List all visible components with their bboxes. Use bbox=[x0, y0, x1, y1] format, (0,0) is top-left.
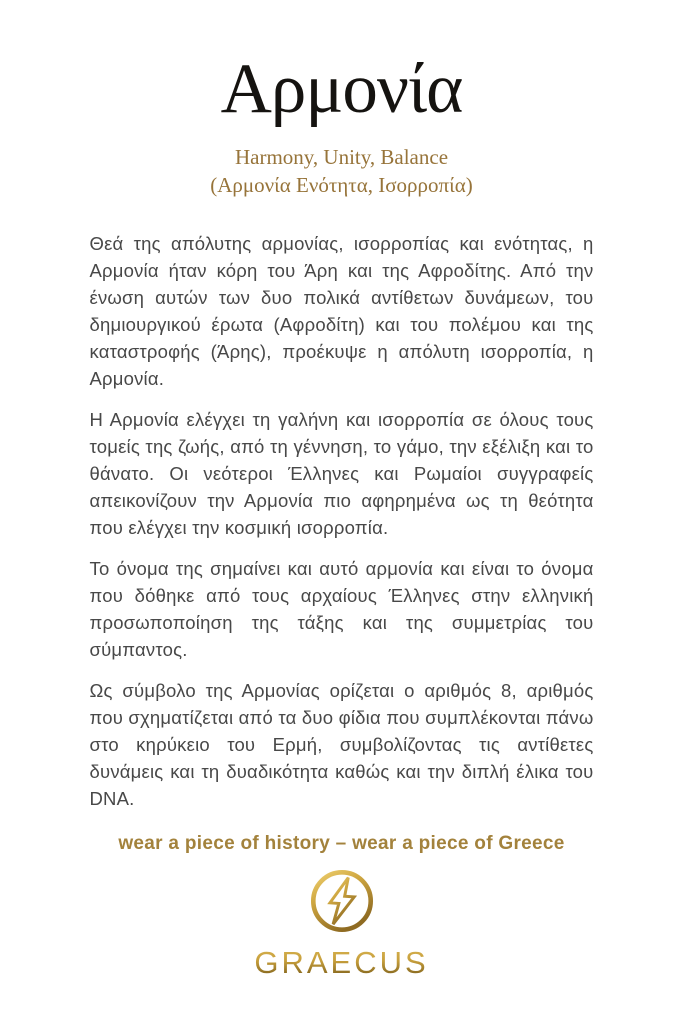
page-title: Αρμονία bbox=[220, 50, 463, 128]
footer bbox=[0, 833, 683, 981]
header bbox=[0, 0, 683, 199]
lightning-bolt-icon bbox=[309, 868, 375, 934]
body-paragraph-origin: Θεά της απόλυτης αρμονίας, ισορροπίας και ενότητας, η Αρμονία ήταν κόρη του Άρη και της Αφροδίτης. Από την ένωση αυτών των δυο πολικά αντίθετων δυνάμεων, του δημιουργικού έρωτα (Αφροδίτη) και του πολέμου και της καταστροφής (Άρης), προέκυψε η απόλυτη ισορροπία, η Αρμονία. bbox=[89, 232, 594, 389]
subtitle-english: Harmony, Unity, Balance bbox=[234, 144, 449, 169]
brand-tagline: wear a piece of history – wear a piece of Greece bbox=[118, 832, 565, 854]
subtitle-greek: (Αρμονία Ενότητα, Ισορροπία) bbox=[210, 172, 473, 197]
body-paragraph-name-meaning: Το όνομα της σημαίνει και αυτό αρμονία και είναι το όνομα που δόθηκε από τους αρχαίους Έλληνες στην ελληνική προσωποποίηση της τάξης και της συμμετρίας του σύμπαντος. bbox=[89, 557, 594, 660]
brand-logo bbox=[0, 868, 683, 981]
subtitle-block bbox=[0, 143, 683, 199]
brand-name: GRAECUS bbox=[254, 944, 429, 980]
description-text bbox=[90, 230, 594, 812]
body-paragraph-domain: Η Αρμονία ελέγχει τη γαλήνη και ισορροπία σε όλους τους τομείς της ζωής, από τη γέννηση, το γάμο, την εξέλιξη και το θάνατο. Οι νεότεροι Έλληνες και Ρωμαίοι συγγραφείς απεικονίζουν την Αρμονία πιο αφηρημένα ως τη θεότητα που ελέγχει την κοσμική ισορροπία. bbox=[89, 408, 594, 538]
body-paragraph-symbol: Ως σύμβολο της Αρμονίας ορίζεται ο αριθμός 8, αριθμός που σχηματίζεται από τα δυο φίδια που συμπλέκονται πάνω στο κηρύκειο του Ερμή, συμβολίζοντας τις αντίθετες δυνάμεις και τη δυαδικότητα καθώς και την διπλή έλικα του DNA. bbox=[89, 679, 594, 809]
